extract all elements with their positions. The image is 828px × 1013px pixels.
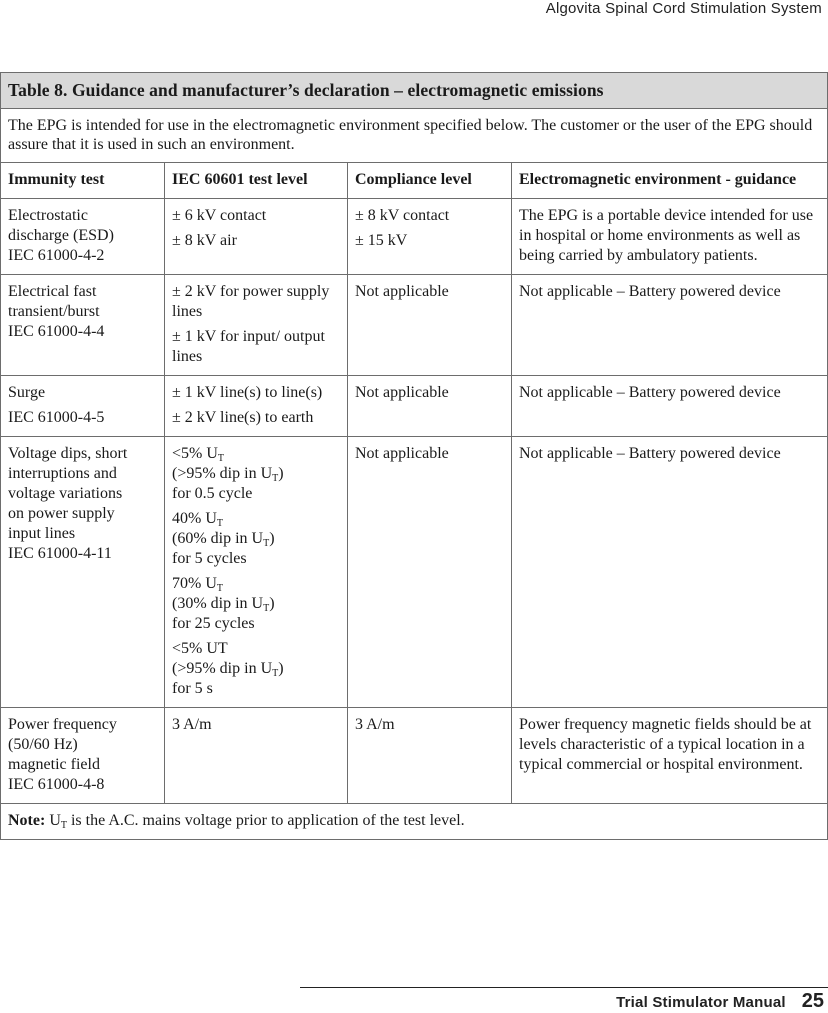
dip-level-group <box>172 509 341 569</box>
cell-line: (50/60 Hz) <box>8 736 78 753</box>
cell-line: ± 1 kV for input/ output lines <box>172 328 325 365</box>
column-header: Immunity test <box>1 163 165 199</box>
cell-line: ± 1 kV line(s) to line(s) <box>172 384 323 401</box>
page-footer <box>616 990 824 1013</box>
cell-line: ± 8 kV air <box>172 232 237 249</box>
page-number: 25 <box>801 990 824 1012</box>
cell-line: IEC 61000-4-8 <box>8 776 105 793</box>
dip-level-group <box>172 444 341 504</box>
compliance-cell <box>348 199 512 275</box>
column-header: IEC 60601 test level <box>165 163 348 199</box>
cell-line: Surge <box>8 384 46 401</box>
compliance-cell: 3 A/m <box>348 708 512 804</box>
table-header-row <box>1 163 828 199</box>
footer-divider <box>300 987 828 988</box>
dip-amount: (>95% dip in $U_T$) <box>172 465 284 484</box>
column-header: Electromagnetic environment - guidance <box>512 163 828 199</box>
cell-line: IEC 61000-4-4 <box>8 323 105 340</box>
table-row <box>1 199 828 275</box>
dip-amount: (>95% dip in $U_T$) <box>172 660 284 679</box>
compliance-cell: Not applicable <box>348 437 512 708</box>
cell-line: input lines <box>8 525 76 542</box>
compliance-cell: Not applicable <box>348 376 512 437</box>
immunity-test-cell <box>1 275 165 376</box>
cell-line: ± 6 kV contact <box>172 207 267 224</box>
guidance-cell: Not applicable – Battery powered device <box>512 376 828 437</box>
guidance-cell: The EPG is a portable device intended for use in hospital or home environments as well as being carried by ambulatory patients. <box>512 199 828 275</box>
cell-line: IEC 61000-4-5 <box>8 409 105 426</box>
guidance-cell: Not applicable – Battery powered device <box>512 437 828 708</box>
cell-line: magnetic field <box>8 756 100 773</box>
cell-line: interruptions and <box>8 465 117 482</box>
cell-line: ± 8 kV contact <box>355 207 450 224</box>
test-level-cell <box>165 437 348 708</box>
cell-line: Electrostatic <box>8 207 88 224</box>
manual-title: Trial Stimulator Manual <box>616 994 786 1011</box>
dip-percent: 40% $U_T$ <box>172 510 223 529</box>
cell-line: voltage variations <box>8 485 123 502</box>
dip-level-group <box>172 574 341 634</box>
table-title: Table 8. Guidance and manufacturer’s declaration – electromagnetic emissions <box>1 73 828 109</box>
cell-line: on power supply <box>8 505 115 522</box>
table-note: Note: $U_T$ is the A.C. mains voltage prior to application of the test level. <box>1 804 828 840</box>
cell-line: IEC 61000-4-2 <box>8 247 105 264</box>
immunity-test-cell <box>1 437 165 708</box>
dip-amount: (60% dip in $U_T$) <box>172 530 275 549</box>
immunity-test-cell <box>1 199 165 275</box>
dip-duration: for 25 cycles <box>172 615 255 632</box>
table-row <box>1 708 828 804</box>
dip-percent: 70% $U_T$ <box>172 575 223 594</box>
table-intro-row <box>1 109 828 163</box>
cell-line: ± 15 kV <box>355 232 408 249</box>
dip-percent: <5% $U_T$ <box>172 445 225 464</box>
table-intro: The EPG is intended for use in the electromagnetic environment specified below. The customer or the user of the EPG should assure that it is used in such an environment. <box>1 109 828 163</box>
table-row <box>1 437 828 708</box>
compliance-cell: Not applicable <box>348 275 512 376</box>
test-level-cell <box>165 376 348 437</box>
running-header: Algovita Spinal Cord Stimulation System <box>545 0 822 17</box>
table-title-row <box>1 73 828 109</box>
dip-duration: for 5 cycles <box>172 550 247 567</box>
emc-table <box>0 72 828 840</box>
cell-line: IEC 61000-4-11 <box>8 545 112 562</box>
cell-line: Power frequency <box>8 716 117 733</box>
immunity-test-cell <box>1 376 165 437</box>
dip-amount: (30% dip in $U_T$) <box>172 595 275 614</box>
cell-line: ± 2 kV line(s) to earth <box>172 409 314 426</box>
column-header: Compliance level <box>348 163 512 199</box>
table-row <box>1 275 828 376</box>
guidance-cell: Power frequency magnetic fields should be at levels characteristic of a typical location in a typical commercial or hospital environment. <box>512 708 828 804</box>
cell-line: Voltage dips, short <box>8 445 128 462</box>
test-level-cell <box>165 199 348 275</box>
guidance-cell: Not applicable – Battery powered device <box>512 275 828 376</box>
cell-line: ± 2 kV for power supply lines <box>172 283 330 320</box>
cell-line: Electrical fast <box>8 283 97 300</box>
dip-duration: for 0.5 cycle <box>172 485 253 502</box>
dip-level-group <box>172 639 341 699</box>
dip-duration: for 5 s <box>172 680 213 697</box>
table-row <box>1 376 828 437</box>
test-level-cell <box>165 275 348 376</box>
dip-percent: <5% UT <box>172 640 228 657</box>
cell-line: transient/burst <box>8 303 100 320</box>
table-note-row <box>1 804 828 840</box>
cell-line: discharge (ESD) <box>8 227 114 244</box>
note-label: Note: <box>8 812 46 829</box>
test-level-cell: 3 A/m <box>165 708 348 804</box>
immunity-test-cell <box>1 708 165 804</box>
